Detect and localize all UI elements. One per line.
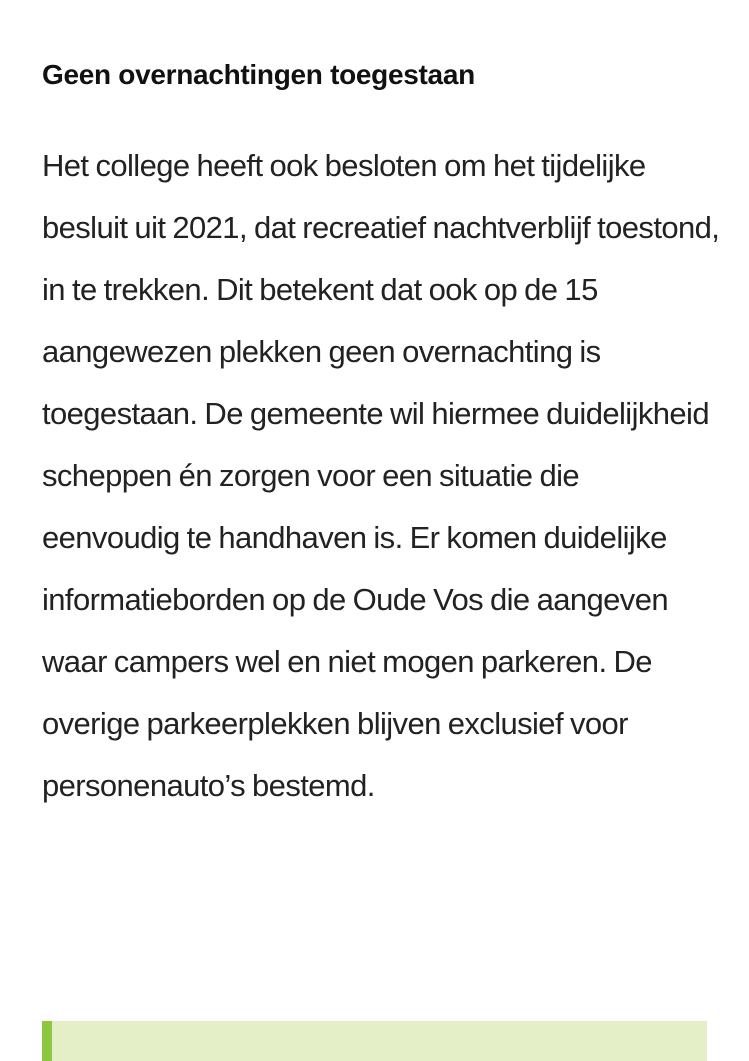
body-paragraph: Het college heeft ook besloten om het tijdelijke besluit uit 2021, dat recreatief nachtverblijf toestond, in te trekken. Dit betekent dat ook op de 15 aangewezen plekken geen overnachting is toegestaan. De gemeente wil hiermee duidelijkheid scheppen én zorgen voor een situatie die eenvoudig te handhaven is. Er komen duidelijke informatieborden op de Oude Vos die aangeven waar campers wel en niet mogen parkeren. De overige parkeerplekken blijven exclusief voor personenauto’s bestemd. (42, 148, 720, 803)
article-section (42, 0, 722, 817)
callout-box (42, 1021, 707, 1061)
section-heading: Geen overnachtingen toegestaan (42, 59, 475, 90)
